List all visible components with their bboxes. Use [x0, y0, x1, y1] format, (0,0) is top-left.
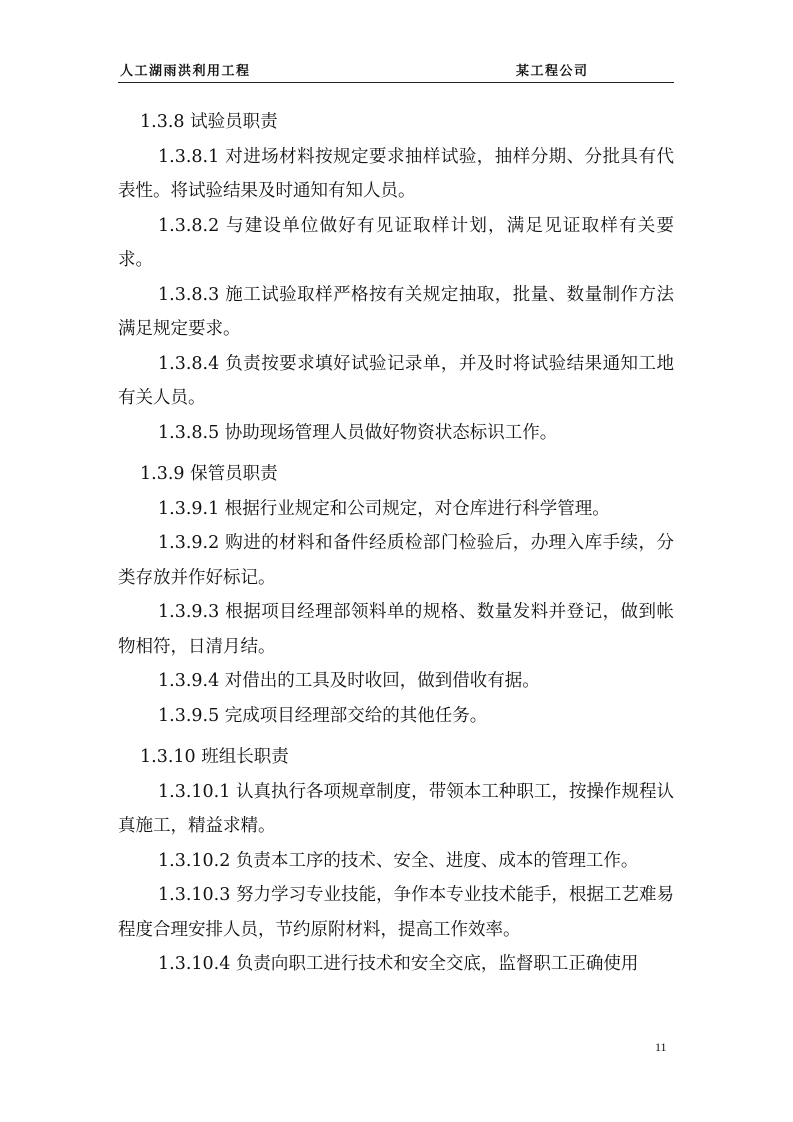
- section-item: 1.3.9.5 完成项目经理部交给的其他任务。: [158, 705, 488, 726]
- section-heading: 1.3.8 试验员职责: [140, 112, 278, 132]
- section-heading: 1.3.9 保管员职责: [140, 464, 278, 484]
- section-item: 1.3.8.3 施工试验取样严格按有关规定抽取，批量、数量制作方法满足规定要求。: [118, 284, 674, 339]
- section-item: 1.3.10.4 负责向职工进行技术和安全交底，监督职工正确使用: [158, 954, 639, 974]
- section-item: 1.3.9.2 购进的材料和备件经质检部门检验后，办理入库手续，分类存放并作好标记。: [118, 533, 674, 588]
- header-company-name: 某工程公司: [516, 64, 589, 79]
- section-item: 1.3.10.2 负责本工序的技术、安全、进度、成本的管理工作。: [158, 850, 639, 871]
- section-item: 1.3.10.1 认真执行各项规章制度，带领本工种职工，按操作规程认真施工，精益求精。: [118, 781, 674, 836]
- page-number: 11: [655, 1040, 667, 1054]
- document-body: [118, 105, 674, 982]
- section-item: 1.3.10.3 努力学习专业技能，争作本专业技术能手，根据工艺难易程度合理安排人员，节约原附材料，提高工作效率。: [118, 885, 674, 940]
- section-item: 1.3.9.3 根据项目经理部领料单的规格、数量发料并登记，做到帐物相符，日清月结。: [118, 602, 674, 657]
- section-item: 1.3.8.5 协助现场管理人员做好物资状态标识工作。: [158, 422, 558, 443]
- page-header: [118, 56, 674, 83]
- section-item: 1.3.9.4 对借出的工具及时收回，做到借收有据。: [158, 671, 540, 691]
- section-heading: 1.3.10 班组长职责: [140, 747, 289, 767]
- section-item: 1.3.8.1 对进场材料按规定要求抽样试验，抽样分期、分批具有代表性。将试验结果及时通知有知人员。: [118, 146, 674, 201]
- section-item: 1.3.8.4 负责按要求填好试验记录单，并及时将试验结果通知工地有关人员。: [118, 353, 674, 408]
- header-project-title: 人工湖雨洪利用工程: [120, 64, 251, 79]
- section-item: 1.3.9.1 根据行业规定和公司规定，对仓库进行科学管理。: [158, 498, 610, 519]
- section-item: 1.3.8.2 与建设单位做好有见证取样计划，满足见证取样有关要求。: [118, 215, 674, 270]
